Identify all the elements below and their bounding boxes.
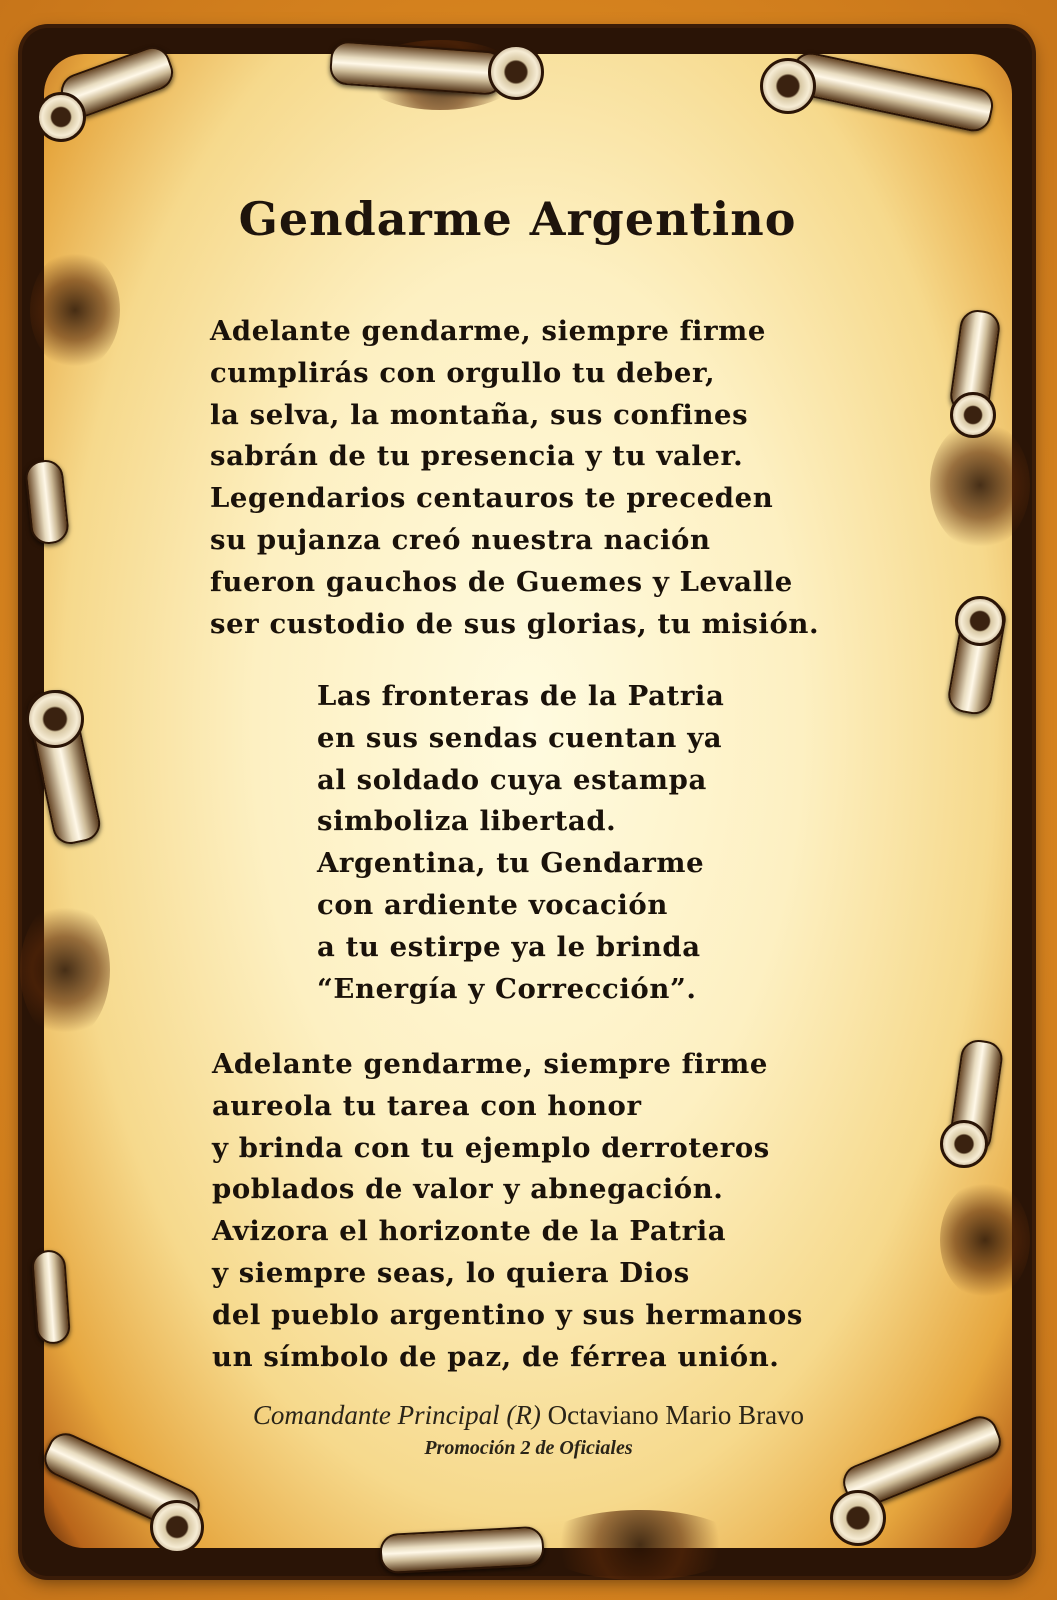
poem-line: aureola tu tarea con honor (212, 1089, 642, 1122)
poem-line: Legendarios centauros te preceden (210, 482, 774, 515)
poem-line: Las fronteras de la Patria (317, 680, 725, 712)
poem-line: simboliza libertad. (317, 805, 617, 838)
poem-line: ser custodio de sus glorias, tu misión. (210, 607, 820, 640)
poem-stanza (212, 1044, 803, 1378)
poem-stanza (210, 311, 819, 645)
author-promotion: Promoción 2 de Oficiales (424, 1437, 633, 1459)
poem-stanza-chorus (317, 676, 724, 1010)
poem-line: “Energía y Corrección”. (317, 972, 697, 1005)
poem-line: Argentina, tu Gendarme (317, 847, 705, 880)
poem-line: sabrán de tu presencia y tu valer. (210, 440, 744, 473)
author-credit (0, 1400, 1057, 1431)
poem-line: en sus sendas cuentan ya (317, 721, 723, 754)
poem-line: Avizora el horizonte de la Patria (212, 1215, 727, 1248)
poem-line: cumplirás con orgullo tu deber, (210, 356, 716, 389)
poem-line: y brinda con tu ejemplo derroteros (212, 1131, 770, 1164)
author-name: Octaviano Mario Bravo (547, 1400, 805, 1430)
poem-line: fueron gauchos de Guemes y Levalle (210, 565, 793, 598)
poem-line: a tu estirpe ya le brinda (317, 930, 701, 963)
poem-line: y siempre seas, lo quiera Dios (212, 1256, 690, 1289)
author-role: Comandante Principal (R) (252, 1400, 541, 1430)
poem-line: con ardiente vocación (317, 888, 668, 921)
poem-line: Adelante gendarme, siempre firme (212, 1048, 768, 1080)
poem-title: Gendarme Argentino (238, 192, 797, 246)
poem-line: del pueblo argentino y sus hermanos (212, 1298, 803, 1331)
poem-line: la selva, la montaña, sus confines (210, 398, 749, 431)
poem-line: su pujanza creó nuestra nación (210, 523, 711, 556)
poem-line: poblados de valor y abnegación. (212, 1173, 724, 1206)
poem-line: Adelante gendarme, siempre firme (210, 315, 766, 347)
poem-line: al soldado cuya estampa (317, 763, 707, 796)
poem-line: un símbolo de paz, de férrea unión. (212, 1340, 780, 1373)
